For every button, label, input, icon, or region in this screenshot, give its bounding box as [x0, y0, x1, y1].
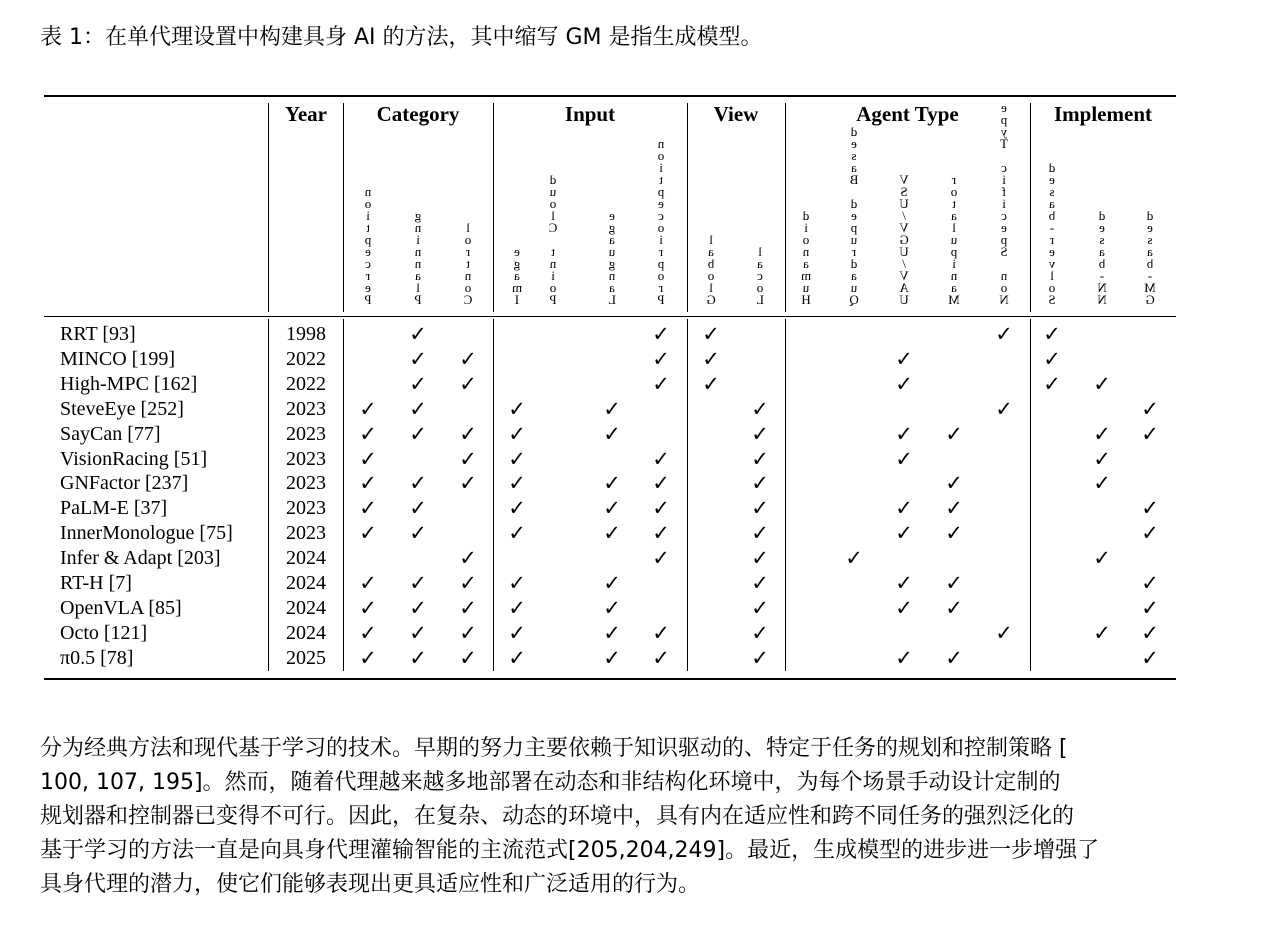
method-year: 1998 — [286, 323, 326, 345]
check-mark: ✓ — [359, 521, 377, 546]
check-mark: ✓ — [652, 446, 670, 471]
check-mark: ✓ — [945, 471, 963, 496]
method-year: 2024 — [286, 621, 326, 644]
check-mark: ✓ — [459, 595, 477, 620]
column-divider — [343, 319, 344, 671]
check-mark: ✓ — [1043, 371, 1061, 396]
check-mark: ✓ — [895, 371, 913, 396]
check-mark: ✓ — [995, 620, 1013, 645]
column-header: e p y T c i f i c e p S n o N — [999, 100, 1009, 307]
column-header: l a c o L — [756, 244, 764, 307]
check-mark: ✓ — [895, 645, 913, 670]
column-divider — [687, 319, 688, 671]
column-header: e g a u g n a L — [608, 208, 616, 307]
check-mark: ✓ — [603, 645, 621, 670]
check-mark: ✓ — [409, 421, 427, 446]
check-mark: ✓ — [652, 496, 670, 521]
check-mark: ✓ — [652, 620, 670, 645]
column-divider — [785, 319, 786, 671]
check-mark: ✓ — [409, 645, 427, 670]
check-mark: ✓ — [751, 571, 769, 595]
check-mark: ✓ — [409, 396, 427, 421]
check-mark: ✓ — [1093, 446, 1111, 471]
check-mark: ✓ — [751, 645, 769, 670]
method-name: VisionRacing [51] — [60, 447, 208, 470]
method-name: OpenVLA [85] — [60, 596, 182, 619]
method-name: SteveEye [252] — [60, 397, 184, 420]
check-mark: ✓ — [603, 471, 621, 496]
check-mark: ✓ — [1141, 620, 1159, 645]
check-mark: ✓ — [603, 595, 621, 620]
check-mark: ✓ — [508, 521, 526, 546]
column-header: n o i t p e c o i r p o r P — [657, 136, 665, 307]
check-mark: ✓ — [945, 645, 963, 670]
check-mark: ✓ — [359, 595, 377, 620]
check-mark: ✓ — [359, 620, 377, 645]
check-mark: ✓ — [603, 396, 621, 421]
check-mark: ✓ — [409, 571, 427, 595]
check-mark: ✓ — [603, 421, 621, 446]
check-mark: ✓ — [1093, 371, 1111, 396]
method-year: 2025 — [286, 646, 326, 669]
check-mark: ✓ — [459, 371, 477, 396]
paragraph-line: 基于学习的方法一直是向具身代理灌输智能的主流范式[205,204,249]。最近，生成模型的进步进一步增强了 — [40, 838, 1100, 863]
body-paragraph — [40, 732, 1200, 902]
method-name: SayCan [77] — [60, 422, 161, 445]
column-header: d e s a b - N N — [1097, 208, 1107, 307]
check-mark: ✓ — [1093, 546, 1111, 571]
method-name: π0.5 [78] — [60, 646, 134, 669]
group-header: View — [713, 102, 759, 126]
column-divider — [493, 319, 494, 671]
check-mark: ✓ — [508, 396, 526, 421]
check-mark: ✓ — [995, 396, 1013, 421]
check-mark: ✓ — [702, 346, 720, 371]
check-mark: ✓ — [409, 322, 427, 346]
method-year: 2023 — [286, 397, 326, 420]
method-year: 2023 — [286, 447, 326, 470]
column-header: d e s a b - M G — [1144, 208, 1156, 307]
check-mark: ✓ — [508, 571, 526, 595]
check-mark: ✓ — [652, 471, 670, 496]
paragraph-line: 具身代理的潜力，使它们能够表现出更具适应性和广泛适用的行为。 — [40, 872, 701, 897]
column-header: d i o n a m u H — [800, 208, 812, 307]
check-mark: ✓ — [945, 496, 963, 521]
method-name: Infer & Adapt [203] — [60, 547, 221, 570]
paragraph-line: 分为经典方法和现代基于学习的技术。早期的努力主要依赖于知识驱动的、特定于任务的规划和控制策略 [ — [40, 736, 1068, 761]
method-name: RRT [93] — [60, 323, 136, 345]
method-name: RT-H [7] — [60, 572, 132, 594]
check-mark: ✓ — [459, 546, 477, 571]
check-mark: ✓ — [845, 546, 863, 571]
column-divider — [343, 103, 344, 312]
check-mark: ✓ — [1141, 571, 1159, 595]
check-mark: ✓ — [409, 521, 427, 546]
group-header: Category — [376, 102, 460, 126]
table-bottom-rule — [44, 678, 1176, 680]
check-mark: ✓ — [409, 496, 427, 521]
check-mark: ✓ — [409, 346, 427, 371]
column-header: n o i t p e c r e P — [364, 184, 372, 307]
check-mark: ✓ — [945, 421, 963, 446]
check-mark: ✓ — [508, 471, 526, 496]
method-year: 2024 — [286, 596, 326, 619]
check-mark: ✓ — [1043, 346, 1061, 371]
check-mark: ✓ — [751, 496, 769, 521]
check-mark: ✓ — [751, 521, 769, 546]
check-mark: ✓ — [409, 471, 427, 496]
check-mark: ✓ — [359, 446, 377, 471]
method-year: 2023 — [286, 497, 326, 520]
year-header: Year — [285, 102, 327, 126]
check-mark: ✓ — [1043, 322, 1061, 346]
check-mark: ✓ — [1141, 396, 1159, 421]
check-mark: ✓ — [603, 571, 621, 595]
check-mark: ✓ — [652, 371, 670, 396]
check-mark: ✓ — [652, 645, 670, 670]
check-mark: ✓ — [1141, 645, 1159, 670]
check-mark: ✓ — [359, 421, 377, 446]
check-mark: ✓ — [751, 546, 769, 571]
column-header: r o t a l u p i n a M — [948, 172, 960, 307]
method-year: 2022 — [286, 347, 326, 370]
column-divider — [687, 103, 688, 312]
method-year: 2023 — [286, 472, 326, 495]
column-header: d e s a B d e p u r d a u Q — [849, 124, 859, 307]
check-mark: ✓ — [751, 396, 769, 421]
column-divider — [268, 103, 269, 312]
check-mark: ✓ — [359, 396, 377, 421]
check-mark: ✓ — [459, 645, 477, 670]
check-mark: ✓ — [652, 521, 670, 546]
column-header: e g a m I — [511, 244, 523, 307]
check-mark: ✓ — [751, 421, 769, 446]
check-mark: ✓ — [508, 595, 526, 620]
method-year: 2023 — [286, 422, 326, 445]
check-mark: ✓ — [1093, 620, 1111, 645]
column-divider — [785, 103, 786, 312]
table-header-rule — [44, 316, 1176, 317]
check-mark: ✓ — [751, 620, 769, 645]
check-mark: ✓ — [751, 446, 769, 471]
group-header: Input — [564, 102, 616, 126]
check-mark: ✓ — [895, 571, 913, 595]
check-mark: ✓ — [1141, 521, 1159, 546]
method-name: High-MPC [162] — [60, 372, 198, 395]
paragraph-line: 100, 107, 195]。然而，随着代理越来越多地部署在动态和非结构化环境中，为每个场景手动设计定制的 — [40, 770, 1061, 795]
check-mark: ✓ — [895, 521, 913, 546]
group-header: Implement — [1054, 102, 1152, 126]
check-mark: ✓ — [1093, 471, 1111, 496]
column-divider — [1030, 319, 1031, 671]
paragraph-line: 规划器和控制器已变得不可行。因此，在复杂、动态的环境中，具有内在适应性和跨不同任务的强烈泛化的 — [40, 804, 1075, 829]
column-divider — [1030, 103, 1031, 312]
method-year: 2022 — [286, 372, 326, 395]
check-mark: ✓ — [1141, 421, 1159, 446]
check-mark: ✓ — [359, 571, 377, 595]
check-mark: ✓ — [459, 471, 477, 496]
method-name: InnerMonologue [75] — [60, 522, 233, 545]
check-mark: ✓ — [751, 471, 769, 496]
method-year: 2024 — [286, 572, 326, 594]
check-mark: ✓ — [945, 571, 963, 595]
check-mark: ✓ — [1093, 421, 1111, 446]
column-header: d e s a b - r e v l o S — [1048, 160, 1056, 307]
check-mark: ✓ — [359, 496, 377, 521]
check-mark: ✓ — [603, 521, 621, 546]
check-mark: ✓ — [895, 421, 913, 446]
column-divider — [493, 103, 494, 312]
column-header: l a b o l G — [706, 232, 716, 307]
check-mark: ✓ — [508, 645, 526, 670]
check-mark: ✓ — [895, 496, 913, 521]
check-mark: ✓ — [895, 346, 913, 371]
method-year: 2023 — [286, 522, 326, 545]
check-mark: ✓ — [603, 620, 621, 645]
check-mark: ✓ — [702, 322, 720, 346]
check-mark: ✓ — [459, 446, 477, 471]
method-name: Octo [121] — [60, 621, 148, 644]
check-mark: ✓ — [459, 571, 477, 595]
method-name: MINCO [199] — [60, 347, 175, 370]
check-mark: ✓ — [409, 620, 427, 645]
check-mark: ✓ — [702, 371, 720, 396]
table-caption: 表 1：在单代理设置中构建具身 AI 的方法，其中缩写 GM 是指生成模型。 — [40, 25, 763, 50]
check-mark: ✓ — [995, 322, 1013, 346]
check-mark: ✓ — [652, 546, 670, 571]
check-mark: ✓ — [459, 346, 477, 371]
method-year: 2024 — [286, 547, 326, 570]
check-mark: ✓ — [751, 595, 769, 620]
column-header: l o r t n o C — [463, 220, 473, 307]
check-mark: ✓ — [508, 421, 526, 446]
check-mark: ✓ — [603, 496, 621, 521]
method-name: PaLM-E [37] — [60, 497, 168, 520]
table-top-rule — [44, 95, 1176, 97]
column-header: g n i n n a l P — [414, 208, 422, 307]
check-mark: ✓ — [409, 371, 427, 396]
check-mark: ✓ — [1141, 595, 1159, 620]
method-name: GNFactor [237] — [60, 472, 189, 495]
check-mark: ✓ — [359, 645, 377, 670]
check-mark: ✓ — [508, 620, 526, 645]
check-mark: ✓ — [652, 346, 670, 371]
column-header: d u o l C t n i o P — [548, 172, 558, 307]
check-mark: ✓ — [945, 595, 963, 620]
check-mark: ✓ — [895, 595, 913, 620]
check-mark: ✓ — [1141, 496, 1159, 521]
check-mark: ✓ — [945, 521, 963, 546]
check-mark: ✓ — [895, 446, 913, 471]
group-header: Agent Type — [856, 102, 959, 126]
check-mark: ✓ — [508, 496, 526, 521]
check-mark: ✓ — [459, 620, 477, 645]
check-mark: ✓ — [508, 446, 526, 471]
column-divider — [268, 319, 269, 671]
check-mark: ✓ — [359, 471, 377, 496]
column-header: V S U / V G U / V A U — [899, 172, 909, 307]
check-mark: ✓ — [459, 421, 477, 446]
check-mark: ✓ — [652, 322, 670, 346]
check-mark: ✓ — [409, 595, 427, 620]
